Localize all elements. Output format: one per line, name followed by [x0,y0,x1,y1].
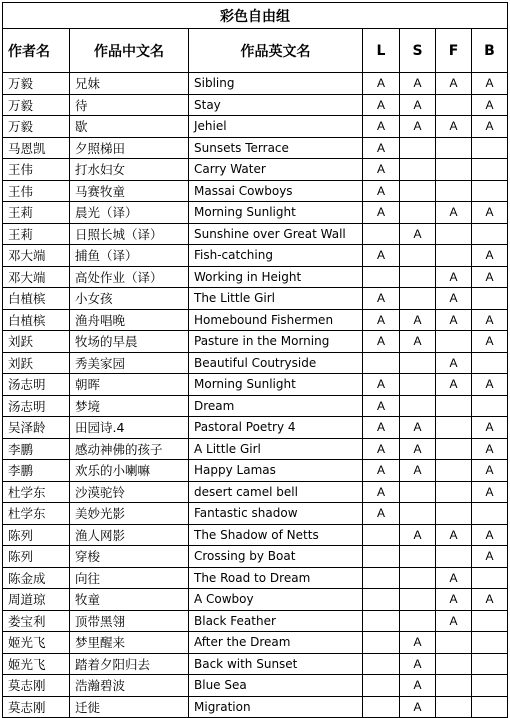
mark-f-cell: A [436,309,472,331]
en-title-cell: Back with Sunset [189,653,363,675]
mark-b-cell: A [472,438,508,460]
mark-f-cell [436,653,472,675]
author-cell: 王莉 [3,202,70,224]
table-row [3,503,508,525]
en-title-cell: Happy Lamas [189,460,363,482]
cn-title-cell: 踏着夕阳归去 [70,653,189,675]
author-cell: 王伟 [3,180,70,202]
mark-f-cell [436,245,472,267]
mark-b-cell: A [472,309,508,331]
mark-s-cell [400,374,436,396]
mark-s-cell: A [400,653,436,675]
mark-s-cell [400,159,436,181]
table-row [3,481,508,503]
mark-l-cell [363,610,400,632]
mark-l-cell: A [363,180,400,202]
mark-l-cell: A [363,159,400,181]
mark-s-cell [400,395,436,417]
mark-f-cell [436,180,472,202]
mark-l-cell [363,223,400,245]
mark-s-cell [400,245,436,267]
table-row [3,438,508,460]
cn-title-cell: 捕鱼（译） [70,245,189,267]
cn-title-cell: 夕照梯田 [70,137,189,159]
table-row [3,524,508,546]
en-title-cell: The Little Girl [189,288,363,310]
mark-l-cell: A [363,460,400,482]
mark-l-cell [363,653,400,675]
mark-f-cell [436,503,472,525]
author-cell: 邓大端 [3,266,70,288]
mark-l-cell: A [363,288,400,310]
entries-table [2,2,508,718]
mark-s-cell: A [400,73,436,95]
table-row [3,374,508,396]
mark-s-cell [400,180,436,202]
mark-b-cell [472,503,508,525]
cn-title-cell: 日照长城（译） [70,223,189,245]
mark-f-cell: A [436,524,472,546]
mark-s-cell [400,610,436,632]
mark-s-cell [400,352,436,374]
mark-f-cell: A [436,266,472,288]
cn-title-cell: 渔舟唱晚 [70,309,189,331]
en-title-cell: Sunshine over Great Wall [189,223,363,245]
cn-title-cell: 浩瀚碧波 [70,675,189,697]
mark-f-cell [436,546,472,568]
mark-l-cell [363,567,400,589]
mark-l-cell: A [363,94,400,116]
author-cell: 汤志明 [3,395,70,417]
en-title-cell: Sunsets Terrace [189,137,363,159]
author-cell: 杜学东 [3,481,70,503]
mark-l-cell: A [363,395,400,417]
mark-b-cell: A [472,331,508,353]
mark-s-cell [400,503,436,525]
table-row [3,589,508,611]
mark-l-cell: A [363,417,400,439]
cn-title-cell: 沙漠驼铃 [70,481,189,503]
mark-b-cell [472,137,508,159]
en-title-cell: Pastoral Poetry 4 [189,417,363,439]
table-row [3,395,508,417]
table-row [3,675,508,697]
mark-f-cell [436,696,472,718]
mark-f-cell: A [436,116,472,138]
mark-f-cell [436,481,472,503]
mark-s-cell: A [400,417,436,439]
author-cell: 陈金成 [3,567,70,589]
en-title-cell: After the Dream [189,632,363,654]
mark-l-cell: A [363,438,400,460]
header-cn-title: 作品中文名 [70,29,189,73]
author-cell: 万毅 [3,116,70,138]
mark-s-cell: A [400,460,436,482]
cn-title-cell: 小女孩 [70,288,189,310]
table-row [3,159,508,181]
author-cell: 白植槟 [3,288,70,310]
en-title-cell: The Shadow of Netts [189,524,363,546]
author-cell: 莫志刚 [3,696,70,718]
author-cell: 姬光飞 [3,653,70,675]
author-cell: 王伟 [3,159,70,181]
mark-b-cell [472,180,508,202]
en-title-cell: Blue Sea [189,675,363,697]
mark-b-cell [472,223,508,245]
table-row [3,546,508,568]
cn-title-cell: 高处作业（译） [70,266,189,288]
mark-l-cell: A [363,202,400,224]
mark-l-cell [363,266,400,288]
cn-title-cell: 欢乐的小喇嘛 [70,460,189,482]
table-row [3,202,508,224]
en-title-cell: Pasture in the Morning [189,331,363,353]
en-title-cell: Homebound Fishermen [189,309,363,331]
cn-title-cell: 牧场的早晨 [70,331,189,353]
author-cell: 莫志刚 [3,675,70,697]
en-title-cell: Jehiel [189,116,363,138]
en-title-cell: The Road to Dream [189,567,363,589]
mark-f-cell [436,460,472,482]
en-title-cell: Stay [189,94,363,116]
author-cell: 汤志明 [3,374,70,396]
mark-b-cell: A [472,202,508,224]
mark-b-cell [472,610,508,632]
author-cell: 陈列 [3,546,70,568]
header-b: B [472,29,508,73]
en-title-cell: Crossing by Boat [189,546,363,568]
mark-b-cell [472,288,508,310]
table-row [3,331,508,353]
cn-title-cell: 兄妹 [70,73,189,95]
mark-b-cell [472,675,508,697]
header-s: S [400,29,436,73]
mark-f-cell [436,159,472,181]
table-row [3,460,508,482]
table-row [3,94,508,116]
mark-s-cell: A [400,632,436,654]
mark-f-cell [436,223,472,245]
mark-f-cell [436,331,472,353]
author-cell: 马恩凯 [3,137,70,159]
mark-l-cell: A [363,137,400,159]
cn-title-cell: 顶带黑翎 [70,610,189,632]
mark-s-cell: A [400,309,436,331]
mark-b-cell: A [472,374,508,396]
author-cell: 杜学东 [3,503,70,525]
mark-f-cell [436,417,472,439]
mark-l-cell [363,352,400,374]
mark-f-cell: A [436,352,472,374]
mark-s-cell [400,481,436,503]
mark-l-cell [363,696,400,718]
mark-b-cell [472,696,508,718]
cn-title-cell: 歇 [70,116,189,138]
mark-s-cell: A [400,94,436,116]
mark-b-cell: A [472,245,508,267]
mark-b-cell [472,395,508,417]
mark-l-cell: A [363,309,400,331]
mark-s-cell [400,288,436,310]
table-row [3,653,508,675]
table-body [3,73,508,718]
en-title-cell: Black Feather [189,610,363,632]
en-title-cell: Fish-catching [189,245,363,267]
cn-title-cell: 秀美家园 [70,352,189,374]
mark-s-cell: A [400,696,436,718]
mark-b-cell: A [472,460,508,482]
header-row [3,29,508,73]
mark-f-cell: A [436,202,472,224]
table-row [3,266,508,288]
table-row [3,309,508,331]
table-row [3,352,508,374]
mark-s-cell [400,137,436,159]
table-row [3,73,508,95]
table-row [3,116,508,138]
table-row [3,223,508,245]
mark-s-cell: A [400,438,436,460]
mark-b-cell: A [472,589,508,611]
cn-title-cell: 美妙光影 [70,503,189,525]
mark-f-cell [436,395,472,417]
en-title-cell: Beautiful Coutryside [189,352,363,374]
mark-f-cell: A [436,567,472,589]
cn-title-cell: 迁徙 [70,696,189,718]
mark-l-cell: A [363,481,400,503]
author-cell: 李鹏 [3,460,70,482]
mark-s-cell [400,266,436,288]
mark-f-cell: A [436,73,472,95]
en-title-cell: Working in Height [189,266,363,288]
header-author: 作者名 [3,29,70,73]
en-title-cell: Migration [189,696,363,718]
mark-s-cell: A [400,116,436,138]
cn-title-cell: 晨光（译） [70,202,189,224]
en-title-cell: Carry Water [189,159,363,181]
mark-s-cell: A [400,223,436,245]
author-cell: 刘跃 [3,331,70,353]
cn-title-cell: 感动神佛的孩子 [70,438,189,460]
en-title-cell: A Little Girl [189,438,363,460]
author-cell: 万毅 [3,73,70,95]
en-title-cell: A Cowboy [189,589,363,611]
mark-l-cell [363,589,400,611]
mark-s-cell [400,202,436,224]
mark-l-cell: A [363,245,400,267]
cn-title-cell: 待 [70,94,189,116]
mark-b-cell: A [472,524,508,546]
mark-f-cell [436,438,472,460]
table-row [3,417,508,439]
mark-b-cell: A [472,417,508,439]
cn-title-cell: 梦境 [70,395,189,417]
cn-title-cell: 牧童 [70,589,189,611]
mark-l-cell: A [363,503,400,525]
mark-b-cell [472,567,508,589]
mark-f-cell: A [436,610,472,632]
en-title-cell: Sibling [189,73,363,95]
mark-b-cell: A [472,546,508,568]
author-cell: 陈列 [3,524,70,546]
cn-title-cell: 马赛牧童 [70,180,189,202]
mark-l-cell: A [363,73,400,95]
mark-f-cell [436,675,472,697]
mark-s-cell [400,546,436,568]
mark-f-cell [436,137,472,159]
table-title: 彩色自由组 [3,3,508,29]
author-cell: 姬光飞 [3,632,70,654]
mark-b-cell [472,632,508,654]
en-title-cell: Dream [189,395,363,417]
mark-f-cell [436,94,472,116]
en-title-cell: desert camel bell [189,481,363,503]
table-row [3,137,508,159]
header-l: L [363,29,400,73]
mark-s-cell: A [400,524,436,546]
en-title-cell: Fantastic shadow [189,503,363,525]
cn-title-cell: 梦里醒来 [70,632,189,654]
mark-f-cell [436,632,472,654]
cn-title-cell: 渔人网影 [70,524,189,546]
mark-l-cell [363,632,400,654]
mark-s-cell [400,567,436,589]
table-row [3,696,508,718]
author-cell: 王莉 [3,223,70,245]
cn-title-cell: 穿梭 [70,546,189,568]
mark-l-cell [363,675,400,697]
mark-b-cell [472,352,508,374]
table-row [3,245,508,267]
mark-f-cell: A [436,288,472,310]
mark-b-cell: A [472,266,508,288]
mark-f-cell: A [436,374,472,396]
cn-title-cell: 打水妇女 [70,159,189,181]
mark-b-cell: A [472,116,508,138]
mark-s-cell [400,589,436,611]
mark-l-cell: A [363,331,400,353]
mark-b-cell [472,653,508,675]
author-cell: 刘跃 [3,352,70,374]
author-cell: 李鹏 [3,438,70,460]
en-title-cell: Massai Cowboys [189,180,363,202]
en-title-cell: Morning Sunlight [189,202,363,224]
author-cell: 万毅 [3,94,70,116]
mark-s-cell: A [400,675,436,697]
mark-b-cell: A [472,73,508,95]
mark-l-cell [363,524,400,546]
cn-title-cell: 朝晖 [70,374,189,396]
author-cell: 吴泽龄 [3,417,70,439]
author-cell: 周道琼 [3,589,70,611]
author-cell: 邓大端 [3,245,70,267]
table-row [3,180,508,202]
header-f: F [436,29,472,73]
author-cell: 白植槟 [3,309,70,331]
mark-l-cell [363,546,400,568]
author-cell: 娄宝利 [3,610,70,632]
cn-title-cell: 向往 [70,567,189,589]
mark-s-cell: A [400,331,436,353]
table-row [3,632,508,654]
cn-title-cell: 田园诗.4 [70,417,189,439]
header-en-title: 作品英文名 [189,29,363,73]
en-title-cell: Morning Sunlight [189,374,363,396]
mark-l-cell: A [363,374,400,396]
mark-b-cell: A [472,481,508,503]
mark-f-cell: A [436,589,472,611]
mark-b-cell [472,159,508,181]
table-row [3,567,508,589]
mark-l-cell: A [363,116,400,138]
table-row [3,288,508,310]
mark-b-cell: A [472,94,508,116]
table-row [3,610,508,632]
